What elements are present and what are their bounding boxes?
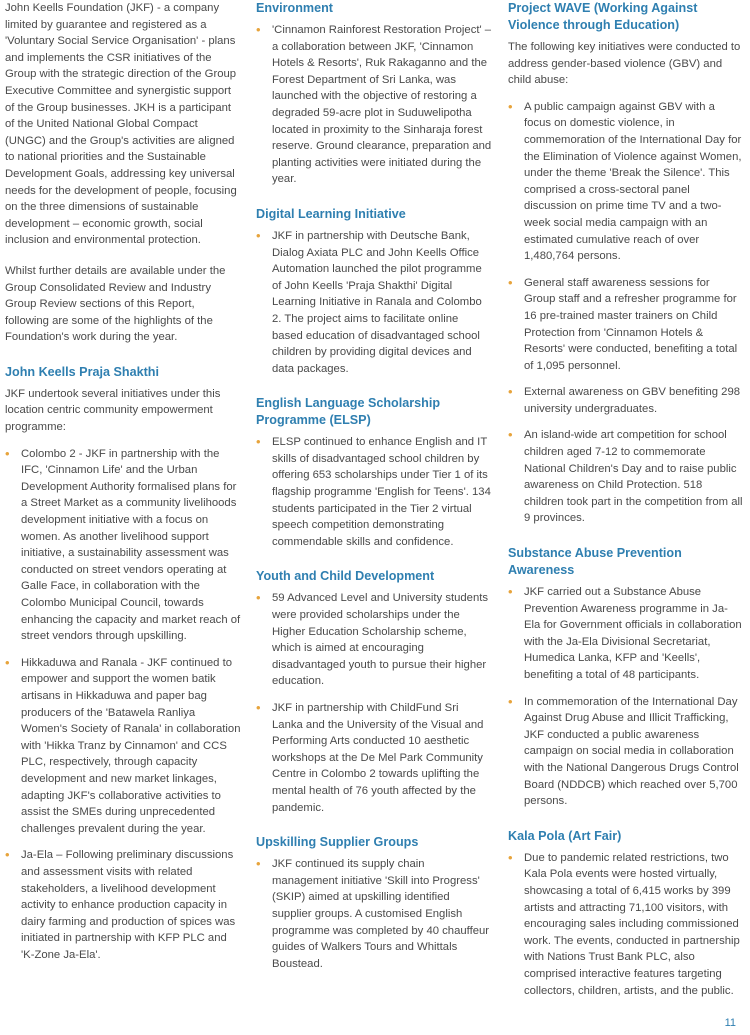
list-item: • 59 Advanced Level and University students were provided scholarships under the Higher Education Scholarship scheme, which is aimed at encouraging disadvantaged youth to pursue their higher education.: [256, 590, 492, 690]
intro-paragraph-2: Whilst further details are available under the Group Consolidated Review and Industry Group Review sections of this Report, following are some of the highlights of the Foundation's work during the year.: [5, 264, 226, 344]
list-item: • Due to pandemic related restrictions, two Kala Pola events were hosted virtually, showcasing a total of 6,415 works by 399 artists and attracting 71,100 visitors, with encouraging sales including commissioned work. The events, conducted in partnership with Nations Trust Bank PLC, also comprised interactive features targeting collectors, children, artists, and the public.: [508, 850, 744, 999]
wave-lead: The following key initiatives were conducted to address gender-based violence (GBV) and child abuse:: [508, 41, 741, 87]
heading-elsp: English Language Scholarship Programme (ELSP): [256, 396, 441, 428]
list-item: • JKF in partnership with Deutsche Bank, Dialog Axiata PLC and John Keells Office Automation launched the pilot programme of John Keells 'Praja Shakthi' Digital Learning Initiative in Ranala and Colombo 2. The project aims to facilitate online based education of disadvantaged school children by providing digital devices and data packages.: [256, 228, 492, 377]
youth-list: [256, 590, 492, 816]
column-middle: [256, 0, 492, 990]
heading-upskilling: Upskilling Supplier Groups: [256, 835, 419, 850]
elsp-list: [256, 434, 492, 550]
wave-list: [508, 99, 744, 527]
section-project-wave: [508, 0, 744, 527]
substance-list: [508, 584, 744, 810]
section-praja-shakthi: [5, 364, 241, 964]
heading-digital-learning: Digital Learning Initiative: [256, 206, 406, 221]
list-item: • 'Cinnamon Rainforest Restoration Project' – a collaboration between JKF, 'Cinnamon Hotels & Resorts', Ruk Rakaganno and the Forest Department of Sri Lanka, was launched with the objective of restoring a degraded 59-acre plot in Suduwelipotha located in proximity to the Sinharaja forest reserve. Ground clearance, preparation and planting activities were initiated during the year.: [256, 22, 492, 188]
list-item: • In commemoration of the International Day Against Drug Abuse and Illicit Trafficking, JKF conducted a public awareness campaign on social media in collaboration with the National Dangerous Drugs Control Board (NDDCB) which reached over 5,700 persons.: [508, 694, 744, 810]
section-upskilling: [256, 834, 492, 972]
praja-list: [5, 446, 241, 964]
section-environment: [256, 0, 492, 188]
kala-list: [508, 850, 744, 999]
list-item: • Hikkaduwa and Ranala - JKF continued to empower and support the women batik artisans in Hikkaduwa and paper bag producers of the 'Batawela Ranliya Women's Society of Ranala' in collaboration with 'Hikka Tranz by Cinnamon' and CCS PLC, respectively, through capacity development and new market linkages, adapting JKF's collaborative activities to assist the SMEs during unprecedented challenges prevalent during the year.: [5, 655, 241, 838]
intro-paragraph-1: John Keells Foundation (JKF) - a company limited by guarantee and registered as a 'Voluntary Social Service Organisation' - plans and implements the CSR initiatives of the Group with the strategic direction of the Group Executive Committee and synergistic support of the Group businesses. JKH is a participant of the United National Global Compact (UNGC) and the Group's activities are aligned to national priorities and the Sustainable Development Goals, addressing key universal needs for the development of people, focusing on the three dimensions of sustainable development – economic growth, social inclusion and environmental protection.: [5, 2, 237, 247]
list-item: • Colombo 2 - JKF in partnership with the IFC, 'Cinnamon Life' and the Urban Development Authority formalised plans for a Street Market as a community livelihoods development initiative with a focus on women. As another livelihood support initiative, a sustainability assessment was conducted on street vendors operating at Galle Face, in collaboration with the Colombo Municipal Council, towards enhancing the capacity and market reach of street vendors through upskilling.: [5, 446, 241, 645]
heading-substance-abuse: Substance Abuse Prevention Awareness: [508, 546, 682, 578]
heading-kala-pola: Kala Pola (Art Fair): [508, 828, 622, 843]
column-left: [5, 0, 241, 981]
list-item: • An island-wide art competition for school children aged 7-12 to commemorate National Children's Day and to raise public awareness on Child Protection. 518 children took part in the competition from all 9 provinces.: [508, 427, 744, 527]
praja-lead: JKF undertook several initiatives under this location centric community empowerment programme:: [5, 387, 221, 434]
list-item: • JKF continued its supply chain management initiative 'Skill into Progress' (SKIP) aimed at upskilling identified supplier groups. A customised English programme was completed by 40 chauffeur guides of Walkers Tours and Whittals Boustead.: [256, 856, 492, 972]
heading-praja-shakthi: John Keells Praja Shakthi: [5, 364, 159, 379]
heading-environment: Environment: [256, 1, 333, 15]
list-item: • ELSP continued to enhance English and IT skills of disadvantaged school children by offering 653 scholarships under Tier 1 of its flagship programme 'English for Teens'. 134 students participated in the Tier 2 virtual speech competition demonstrating commendable skills and confidence.: [256, 434, 492, 550]
list-item: • General staff awareness sessions for Group staff and a refresher programme for 16 pre-trained master trainers on Child Protection from 'Cinnamon Hotels & Resorts' were conducted, benefiting a total of 1,095 personnel.: [508, 275, 744, 375]
list-item: • A public campaign against GBV with a focus on domestic violence, in commemoration of the International Day for the Elimination of Violence against Women, under the theme 'Break the Silence'. This comprised a cross-sectoral panel discussion on prime time TV and a two-week social media campaign with an estimated cumulative reach of over 1,480,764 persons.: [508, 99, 744, 265]
heading-youth: Youth and Child Development: [256, 569, 435, 584]
heading-project-wave: Project WAVE (Working Against Violence through Education): [508, 1, 698, 32]
section-digital-learning: [256, 206, 492, 377]
list-item: • Ja-Ela – Following preliminary discussions and assessment visits with related stakeholders, a livelihood development activity to enhance production capacity in dairy farming and production of spices was initiated in partnership with KFP PLC and 'K-Zone Ja-Ela'.: [5, 847, 241, 963]
list-item: • External awareness on GBV benefiting 298 university undergraduates.: [508, 384, 744, 417]
section-substance-abuse: [508, 545, 744, 810]
page-number: 11: [724, 1017, 736, 1029]
list-item: • JKF in partnership with ChildFund Sri Lanka and the University of the Visual and Performing Arts conducted 10 aesthetic workshops at the De Mel Park Community Centre in Colombo 2 towards uplifting the mental health of 76 youth affected by the pandemic.: [256, 700, 492, 816]
upskilling-list: [256, 856, 492, 972]
environment-list: [256, 22, 492, 188]
digital-list: [256, 228, 492, 377]
list-item: • JKF carried out a Substance Abuse Prevention Awareness programme in Ja-Ela for Government officials in collaboration with the Ja-Ela Divisional Secretariat, Humedica Lanka, KFP and 'Keells', benefiting a total of 48 participants.: [508, 584, 744, 684]
section-kala-pola: [508, 828, 744, 999]
section-elsp: [256, 395, 492, 550]
section-youth: [256, 568, 492, 816]
column-right: [508, 0, 744, 1017]
